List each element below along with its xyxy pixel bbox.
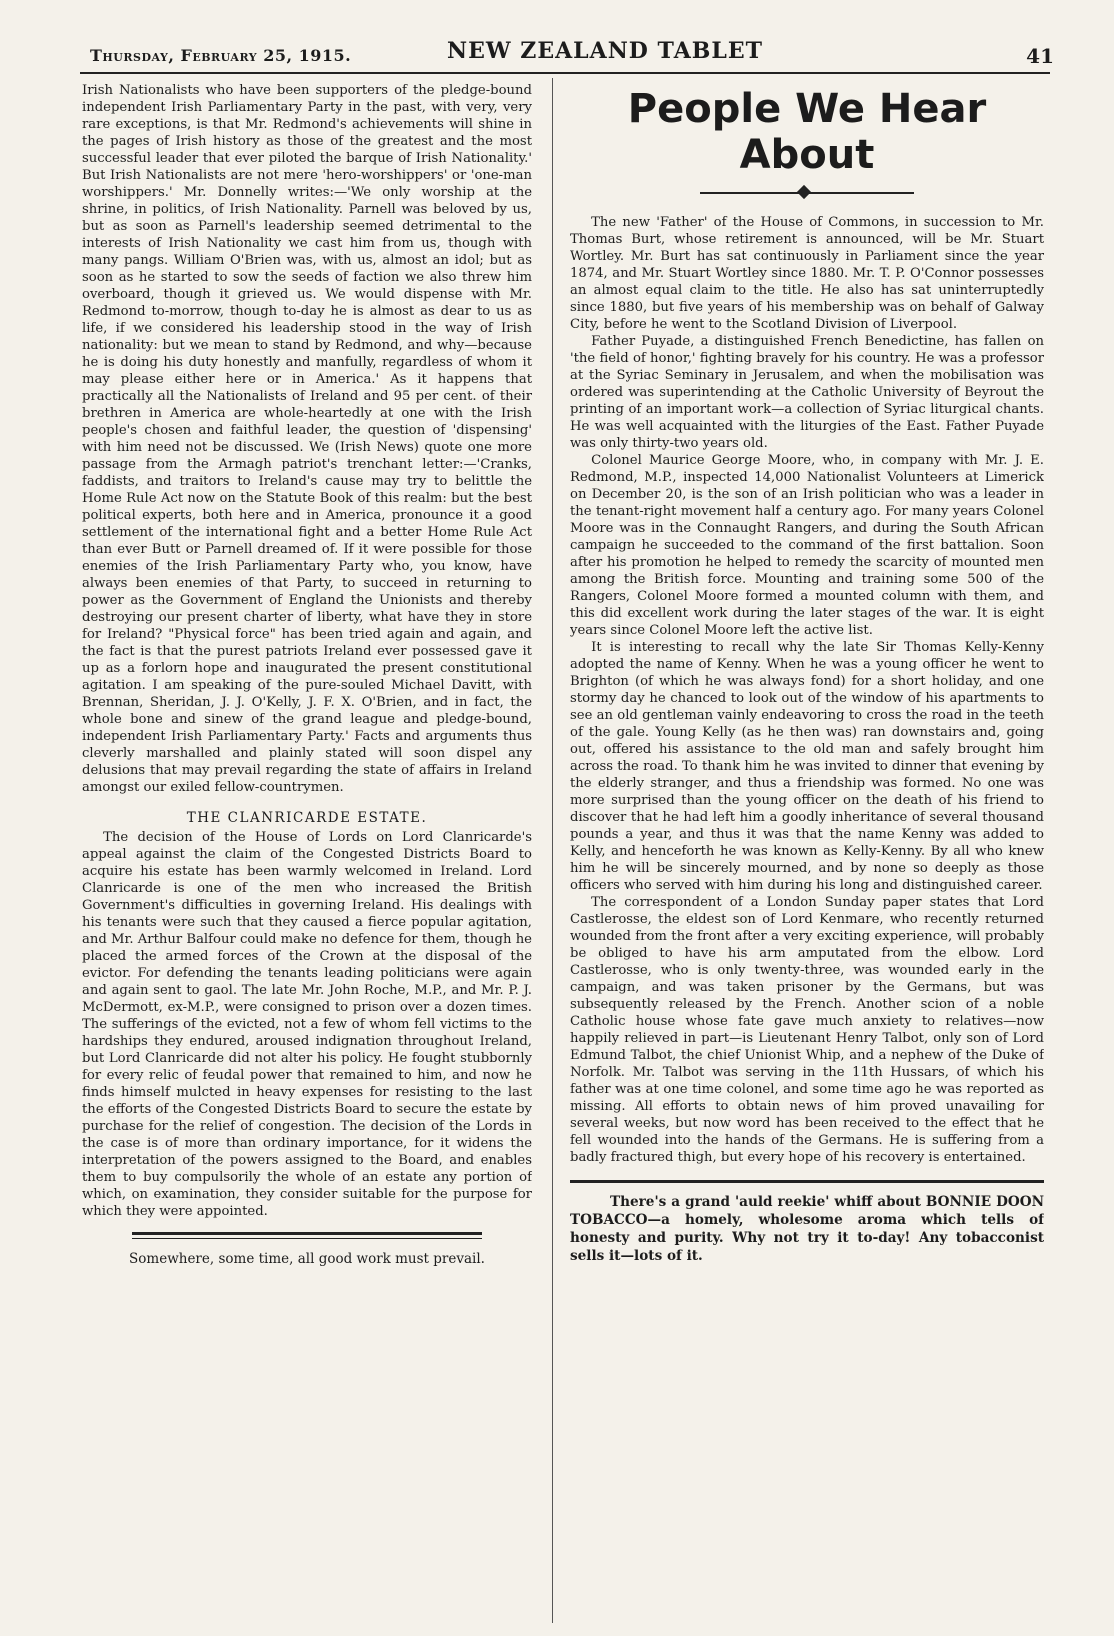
issue-date: Thursday, February 25, 1915.: [90, 46, 352, 65]
page-number: 41: [1026, 44, 1054, 68]
article-paragraph: The decision of the House of Lords on Lord Clanricarde's appeal against the claim of the Congested Districts Board to acquire his estate has been warmly welcomed in Ireland. Lord Clanricarde is one of the men who increased the British Government's difficulties in governing Ireland. His dealings with his tenants were such that they caused a fierce popular agitation, and Mr. Arthur Balfour could make no defence for them, though he placed the armed forces of the Crown at the disposal of the evictor. For defending the tenants leading politicians were again and again sent to gaol. The late Mr. John Roche, M.P., and Mr. P. J. McDermott, ex-M.P., were consigned to prison over a dozen times. The sufferings of the evicted, not a few of whom fell victims to the hardships they endured, aroused indignation throughout Ireland, but Lord Clanricarde did not alter his policy. He fought stubbornly for every relic of feudal power that remained to him, and now he finds himself mulcted in heavy expenses for resisting to the last the efforts of the Congested Districts Board to secure the estate by purchase for the relief of congestion. The decision of the Lords in the case is of more than ordinary importance, for it widens the interpretation of the powers assigned to the Board, and enables them to buy compulsorily the whole of an estate any portion of which, on examination, they consider suitable for the purpose for which they were appointed.: [82, 830, 532, 1219]
masthead: [90, 38, 1054, 74]
section-heading: THE CLANRICARDE ESTATE.: [186, 810, 428, 826]
article-paragraph: Father Puyade, a distinguished French Benedictine, has fallen on 'the field of honor,' fighting bravely for his country. He was a professor at the Syriac Seminary in Jerusalem, and when the mobilisation was ordered was superintending at the Catholic University of Beyrout the printing of an important work—a collection of Syriac liturgical chants. He was well acquainted with the liturgies of the East. Father Puyade was only thirty-two years old.: [570, 334, 1044, 451]
right-column: [570, 82, 1044, 1622]
closing-line: Somewhere, some time, all good work must prevail.: [129, 1251, 485, 1267]
section-headline: People We Hear About: [627, 86, 987, 178]
newspaper-title: NEW ZEALAND TABLET: [447, 38, 763, 64]
article-paragraph: Irish Nationalists who have been supporters of the pledge-bound independent Irish Parliamentary Party in the past, with very, very rare exceptions, is that Mr. Redmond's achievements will shine in the pages of Irish history as those of the greatest and the most successful leader that ever piloted the barque of Irish Nationality.' But Irish Nationalists are not mere 'hero-worshippers' or 'one-man worshippers.' Mr. Donnelly writes:—'We only worship at the shrine, in politics, of Irish Nationality. Parnell was beloved by us, but as soon as Parnell's leadership seemed detrimental to the interests of Irish Nationality we cast him from us, though with many pangs. William O'Brien was, with us, almost an idol; but as soon as he started to sow the seeds of faction we also threw him overboard, though it grieved us. We would dispense with Mr. Redmond to-morrow, though to-day he is almost as dear to us as life, if we considered his leadership stood in the way of Irish nationality: but we mean to stand by Redmond, and why—because he is doing his duty honestly and manfully, regardless of whom it may please either here or in America.' As it happens that practically all the Nationalists of Ireland and 95 per cent. of their brethren in America are whole-heartedly at one with the Irish people's chosen and faithful leader, the question of 'dispensing' with him need not be discussed. We (Irish News) quote one more passage from the Armagh patriot's trenchant letter:—'Cranks, faddists, and traitors to Ireland's cause may try to belittle the Home Rule Act now on the Statute Book of this realm: but the best political experts, both here and in America, pronounce it a good settlement of the international fight and a better Home Rule Act than ever Butt or Parnell dreamed of. If it were possible for those enemies of the Irish Parliamentary Party who, you know, have always been enemies of that Party, to succeed in returning to power as the Government of England the Unionists and thereby destroying our present charter of liberty, what have they in store for Ireland? "Physical force" has been tried again and again, and the fact is that the purest patriots Ireland ever possessed gave it up as a forlorn hope and inaugurated the present constitutional agitation. I am speaking of the pure-souled Michael Davitt, with Brennan, Sheridan, J. J. O'Kelly, J. F. X. O'Brien, and in fact, the whole bone and sinew of the grand league and pledge-bound, independent Irish Parliamentary Party.' Facts and arguments thus cleverly marshalled and plainly stated will soon dispel any delusions that may prevail regarding the state of affairs in Ireland amongst our exiled fellow-countrymen.: [82, 83, 532, 795]
masthead-rule: [80, 72, 1050, 74]
article-paragraph: It is interesting to recall why the late Sir Thomas Kelly-Kenny adopted the name of Kenny. When he was a young officer he went to Brighton (of which he was always fond) for a short holiday, and one stormy day he chanced to look out of the window of his apartments to see an old gentleman vainly endeavoring to cross the road in the teeth of the gale. Young Kelly (as he then was) ran downstairs and, going out, offered his assistance to the old man and safely brought him across the road. To thank him he was invited to dinner that evening by the elderly stranger, and thus a friendship was formed. No one was more surprised than the young officer on the death of his friend to discover that he had left him a goodly inheritance of several thousand pounds a year, and thus it was that the name Kenny was added to Kelly, and henceforth he was known as Kelly-Kenny. By all who knew him he will be sincerely mourned, and by none so deeply as those officers who served with him during his long and distinguished career.: [570, 640, 1044, 893]
diamond-icon: [797, 185, 811, 199]
advertisement-text: There's a grand 'auld reekie' whiff about BONNIE DOON TOBACCO—a homely, wholesome aroma which tells of honesty and purity. Why not try it to-day! Any tobacconist sells it—lots of it.: [570, 1194, 1044, 1264]
advertisement: [570, 1180, 1044, 1265]
column-divider: [552, 78, 553, 1623]
closing-rule: [132, 1232, 482, 1239]
headline-ornament: [570, 182, 1044, 204]
article-paragraph: The new 'Father' of the House of Commons, in succession to Mr. Thomas Burt, whose retirement is announced, will be Mr. Stuart Wortley. Mr. Burt has sat continuously in Parliament since the year 1874, and Mr. Stuart Wortley since 1880. Mr. T. P. O'Connor possesses an almost equal claim to the title. He also has sat uninterruptedly since 1880, but five years of his membership was on behalf of Galway City, before he went to the Scotland Division of Liverpool.: [570, 215, 1044, 332]
article-paragraph: The correspondent of a London Sunday paper states that Lord Castlerosse, the eldest son of Lord Kenmare, who recently returned wounded from the front after a very exciting experience, will probably be obliged to have his arm amputated from the elbow. Lord Castlerosse, who is only twenty-three, was wounded early in the campaign, and was taken prisoner by the Germans, but was subsequently released by the French. Another scion of a noble Catholic house whose fate gave much anxiety to relatives—now happily relieved in part—is Lieutenant Henry Talbot, only son of Lord Edmund Talbot, the chief Unionist Whip, and a nephew of the Duke of Norfolk. Mr. Talbot was serving in the 11th Hussars, of which his father was at one time colonel, and some time ago he was reported as missing. All efforts to obtain news of him proved unavailing for several weeks, but now word has been received to the effect that he fell wounded into the hands of the Germans. He is suffering from a badly fractured thigh, but every hope of his recovery is entertained.: [570, 895, 1044, 1165]
article-paragraph: Colonel Maurice George Moore, who, in company with Mr. J. E. Redmond, M.P., inspected 14,000 Nationalist Volunteers at Limerick on December 20, is the son of an Irish politician who was a leader in the tenant-right movement half a century ago. For many years Colonel Moore was in the Connaught Rangers, and during the South African campaign he succeeded to the command of the first battalion. Soon after his promotion he helped to remedy the scarcity of mounted men among the British force. Mounting and training some 500 of the Rangers, Colonel Moore formed a mounted column with them, and this did excellent work during the later stages of the war. It is eight years since Colonel Moore left the active list.: [570, 453, 1044, 638]
left-column: [82, 82, 532, 1622]
